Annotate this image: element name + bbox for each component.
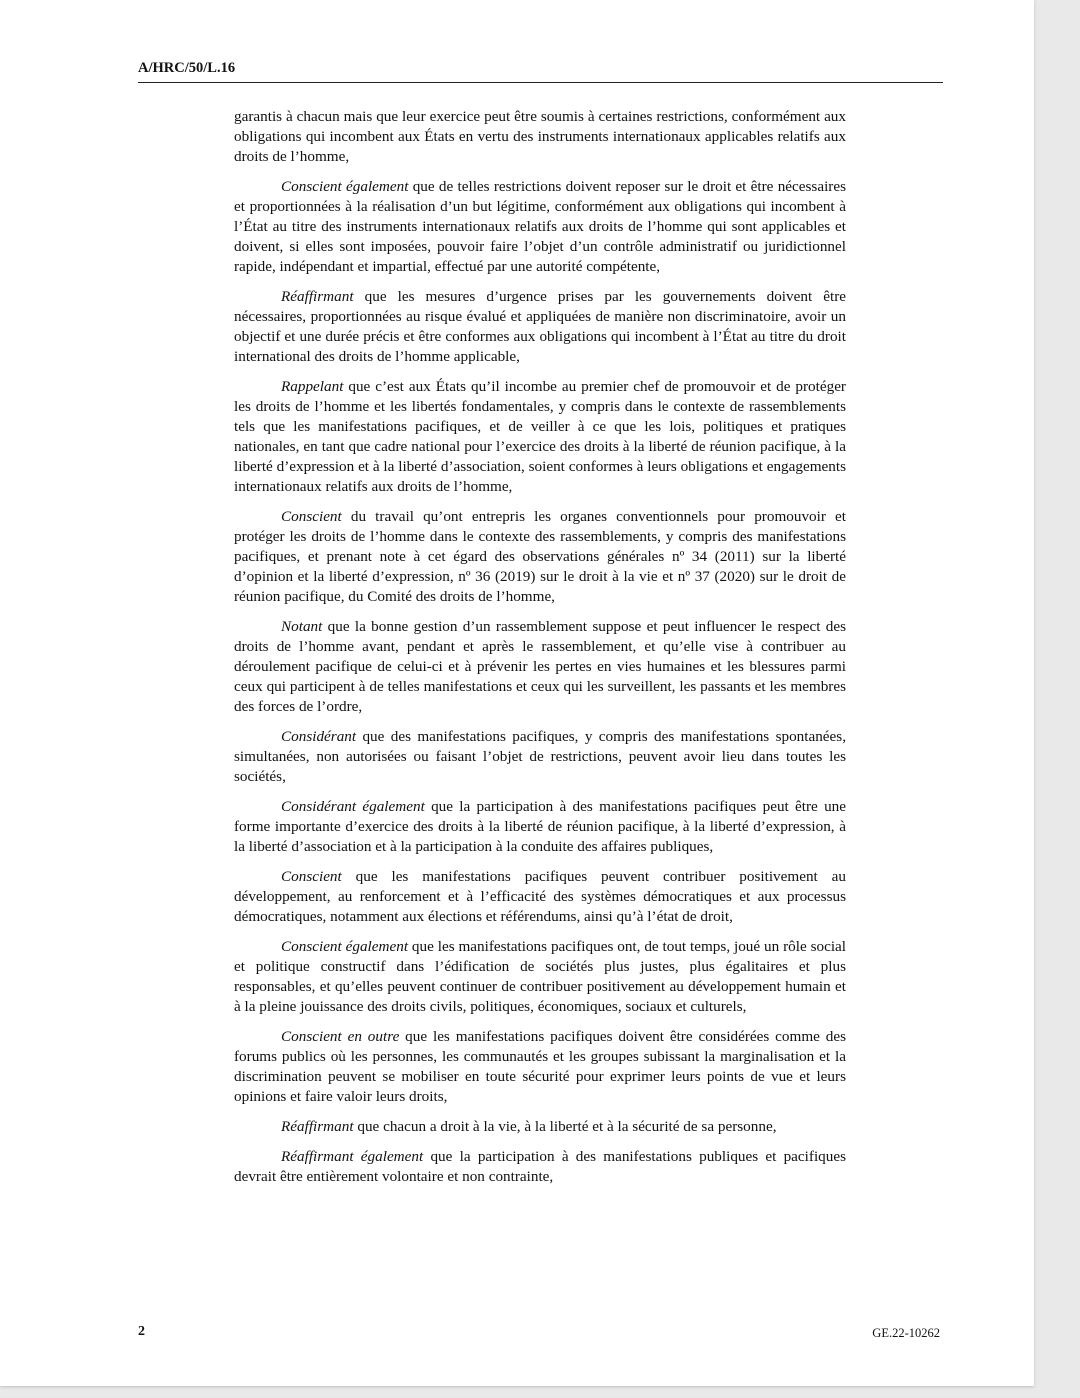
paragraph-4 bbox=[234, 507, 846, 607]
paragraph-lead: Conscient bbox=[281, 508, 342, 525]
paragraph-text: que les mesures d’urgence prises par les gouvernements doivent être nécessaires, proportionnées au risque évalué et appliquées de manière non discriminatoire, avoir un objectif et une durée précis et être conformes aux obligations qui incombent à l’État au titre du droit international des droits de l’homme applicable, bbox=[234, 288, 846, 365]
paragraph-lead: Considérant bbox=[281, 728, 357, 745]
paragraph-3 bbox=[234, 377, 846, 497]
paragraph-8 bbox=[234, 867, 846, 927]
page-header bbox=[138, 58, 943, 83]
paragraph-lead: Réaffirmant bbox=[281, 1118, 354, 1135]
paragraph-6 bbox=[234, 727, 846, 787]
paragraph-text: que des manifestations pacifiques, y compris des manifestations spontanées, simultanées, non autorisées ou faisant l’objet de restrictions, peuvent avoir lieu dans toutes les sociétés, bbox=[234, 728, 846, 785]
paragraph-text: que les manifestations pacifiques ont, de tout temps, joué un rôle social et politique constructif dans l’édification de sociétés plus justes, plus égalitaires et plus responsables, et qu’elles peuvent continuer de contribuer positivement au développement humain et à la pleine jouissance des droits civils, politiques, économiques, sociaux et culturels, bbox=[234, 938, 847, 1015]
paragraph-0 bbox=[234, 107, 846, 167]
paragraph-text: garantis à chacun mais que leur exercice peut être soumis à certaines restrictions, conformément aux obligations qui incombent aux États en vertu des instruments internationaux applicables relatifs aux droits de l’homme, bbox=[234, 108, 846, 165]
paragraph-lead: Considérant également bbox=[281, 798, 425, 815]
paragraph-text: que la participation à des manifestations publiques et pacifiques devrait être entièrement volontaire et non contrainte, bbox=[234, 1148, 847, 1185]
paragraph-lead: Réaffirmant bbox=[281, 288, 354, 305]
paragraph-12 bbox=[234, 1147, 846, 1187]
paragraph-1 bbox=[234, 177, 846, 277]
paragraph-7 bbox=[234, 797, 846, 857]
paragraph-lead: Réaffirmant également bbox=[281, 1148, 424, 1165]
paragraph-2 bbox=[234, 287, 846, 367]
document-body bbox=[234, 107, 846, 1197]
paragraph-10 bbox=[234, 1027, 846, 1107]
paragraph-text: que chacun a droit à la vie, à la liberté et à la sécurité de sa personne, bbox=[353, 1118, 777, 1135]
paragraph-text: du travail qu’ont entrepris les organes conventionnels pour promouvoir et protéger les droits de l’homme dans le contexte des rassemblements, y compris des manifestations pacifiques, et prenant note à cet égard des observations générales nº 34 (2011) sur la liberté d’opinion et la liberté d’expression, nº 36 (2019) sur le droit à la vie et nº 37 (2020) sur le droit de réunion pacifique, du Comité des droits de l’homme, bbox=[234, 508, 846, 605]
paragraph-lead: Conscient bbox=[281, 868, 342, 885]
job-number: GE.22-10262 bbox=[872, 1326, 940, 1340]
page-number: 2 bbox=[138, 1324, 145, 1339]
paragraph-text: que les manifestations pacifiques doivent être considérées comme des forums publics où les personnes, les communautés et les groupes subissant la marginalisation et la discrimination peuvent se mobiliser en toute sécurité pour exprimer leurs points de vue et leurs opinions et faire valoir leurs droits, bbox=[234, 1028, 846, 1105]
paragraph-lead: Conscient également bbox=[281, 178, 409, 195]
paragraph-lead: Conscient en outre bbox=[281, 1028, 400, 1045]
paragraph-text: que la participation à des manifestations pacifiques peut être une forme importante d’exercice des droits à la liberté de réunion pacifique, à la liberté d’expression, à la liberté d’association et à la participation à la conduite des affaires publiques, bbox=[234, 798, 847, 855]
document-symbol: A/HRC/50/L.16 bbox=[138, 60, 236, 76]
paragraph-text: que c’est aux États qu’il incombe au premier chef de promouvoir et de protéger les droits de l’homme et les libertés fondamentales, y compris dans le contexte de rassemblements tels que les manifestations pacifiques, et de veiller à ce que les lois, politiques et pratiques nationales, en tant que cadre national pour l’exercice des droits à la liberté de réunion pacifique, à la liberté d’expression et à la liberté d’association, soient conformes à leurs obligations et engagements internationaux relatifs aux droits de l’homme, bbox=[234, 378, 846, 495]
paragraph-5 bbox=[234, 617, 846, 717]
paragraph-text: que les manifestations pacifiques peuvent contribuer positivement au développement, au renforcement et à l’efficacité des systèmes démocratiques et aux processus démocratiques, notamment aux élections et référendums, ainsi qu’à l’état de droit, bbox=[234, 868, 846, 925]
paragraph-11 bbox=[234, 1117, 846, 1137]
paragraph-lead: Conscient également bbox=[281, 938, 409, 955]
paragraph-text: que de telles restrictions doivent reposer sur le droit et être nécessaires et proportionnées à la réalisation d’un but légitime, conformément aux obligations qui incombent à l’État au titre des instruments internationaux relatifs aux droits de l’homme qui sont applicables et doivent, si elles sont imposées, pouvoir faire l’objet d’un contrôle administratif ou juridictionnel rapide, indépendant et impartial, effectué par une autorité compétente, bbox=[234, 178, 847, 275]
paragraph-lead: Notant bbox=[281, 618, 323, 635]
paragraph-lead: Rappelant bbox=[281, 378, 344, 395]
paragraph-text: que la bonne gestion d’un rassemblement suppose et peut influencer le respect des droits de l’homme avant, pendant et après le rassemblement, et qu’elle vise à contribuer au déroulement pacifique de celui-ci et à prévenir les pertes en vies humaines et les blessures parmi ceux qui participent à de telles manifestations et ceux qui les surveillent, les passants et les membres des forces de l’ordre, bbox=[234, 618, 846, 715]
paragraph-9 bbox=[234, 937, 846, 1017]
